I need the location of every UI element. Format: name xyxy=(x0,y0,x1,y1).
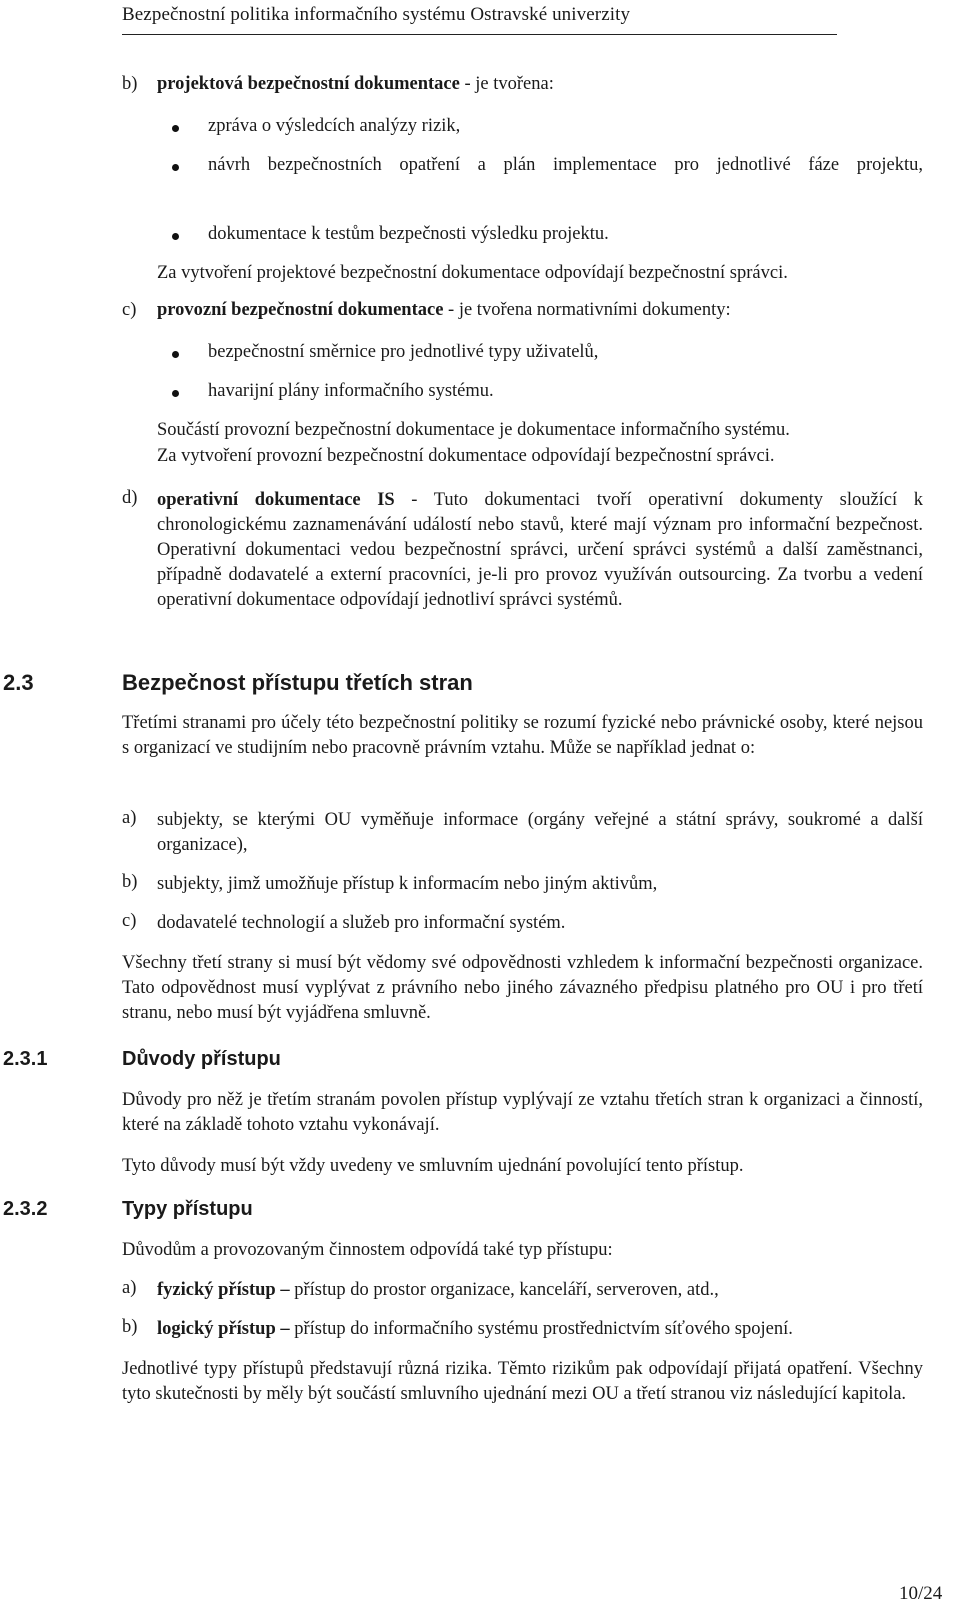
list-item: dodavatelé technologií a služeb pro informační systém. xyxy=(157,913,566,933)
item-label-b: b) xyxy=(122,74,138,94)
bullet-icon xyxy=(172,125,179,132)
access-type-text: přístup do informačního systému prostřednictvím síťového spojení. xyxy=(289,1319,793,1339)
subsection-paragraph: Tyto důvody musí být vždy uvedeny ve smluvním ujednání povolující tento přístup. xyxy=(122,1156,744,1176)
access-type-text: přístup do prostor organizace, kanceláří, serveroven, atd., xyxy=(289,1280,719,1300)
section-title: Bezpečnost přístupu třetích stran xyxy=(122,670,473,695)
item-d-paragraph xyxy=(157,488,923,613)
list-item xyxy=(157,1278,719,1303)
list-item-text: návrh bezpečnostních opatření a plán implementace pro jednotlivé fáze projektu, xyxy=(208,155,923,175)
list-label: c) xyxy=(122,911,137,931)
item-c-rest: - je tvořena normativními dokumenty: xyxy=(443,300,731,320)
bullet-icon xyxy=(172,390,179,397)
item-c-note-1: Součástí provozní bezpečnostní dokumentace je dokumentace informačního systému. xyxy=(157,420,790,440)
access-type-term: fyzický přístup – xyxy=(157,1280,290,1300)
page-number: 10/24 xyxy=(899,1583,943,1604)
subsection-title: Typy přístupu xyxy=(122,1198,253,1220)
bullet-icon xyxy=(172,164,179,171)
list-item: zpráva o výsledcích analýzy rizik, xyxy=(208,116,461,136)
subsection-outro: Jednotlivé typy přístupů představují různá rizika. Těmto rizikům pak odpovídají přijatá opatření. Všechny tyto skutečnosti by měly být součástí smluvního ujednání mezi OU a třetí stranou viz následující kapitola. xyxy=(122,1359,923,1404)
subsection-paragraph: Důvody pro něž je třetím stranám povolen přístup vyplývají ze vztahu třetích stran k organizaci a činností, které na základě tohoto vztahu vykonávají. xyxy=(122,1090,923,1135)
item-label-c: c) xyxy=(122,300,137,320)
list-label: b) xyxy=(122,872,138,892)
item-c-note-2: Za vytvoření provozní bezpečnostní dokumentace odpovídají bezpečnostní správci. xyxy=(157,446,775,466)
list-item: havarijní plány informačního systému. xyxy=(208,381,494,401)
subsection-number: 2.3.1 xyxy=(3,1048,48,1070)
subsection-intro: Důvodům a provozovaným činnostem odpovídá také typ přístupu: xyxy=(122,1240,613,1260)
item-c-term: provozní bezpečnostní dokumentace xyxy=(157,300,444,320)
section-intro: Třetími stranami pro účely této bezpečnostní politiky se rozumí fyzické nebo právnické osoby, které nejsou s organizací ve studijním nebo pracovně právním vztahu. Může se například jednat o: xyxy=(122,713,923,758)
item-b-term: projektová bezpečnostní dokumentace xyxy=(157,74,460,94)
list-item xyxy=(157,1317,793,1342)
list-item: subjekty, se kterými OU vyměňuje informace (orgány veřejné a státní správy, soukromé a další organizace), xyxy=(157,810,923,855)
item-b-heading xyxy=(157,74,554,95)
list-item: subjekty, jimž umožňuje přístup k informacím nebo jiným aktivům, xyxy=(157,874,658,894)
list-label: b) xyxy=(122,1317,138,1337)
item-c-heading xyxy=(157,300,731,321)
list-item: bezpečnostní směrnice pro jednotlivé typy uživatelů, xyxy=(208,342,599,362)
access-type-term: logický přístup – xyxy=(157,1319,290,1339)
subsection-title: Důvody přístupu xyxy=(122,1048,281,1070)
list-label: a) xyxy=(122,1278,137,1298)
list-item xyxy=(208,153,923,178)
bullet-icon xyxy=(172,351,179,358)
subsection-number: 2.3.2 xyxy=(3,1198,48,1220)
item-d-rest: - Tuto dokumentaci tvoří operativní dokumenty sloužící k chronologickému zaznamenávání událostí nebo stavů, které mají význam pro informační bezpečnost. Operativní dokumentaci vedou bezpečnostní správci, určení správci systémů a další zaměstnanci, případně dodavatelé a externí pracovníci, je-li pro provoz využíván outsourcing. Za tvorbu a vedení operativní dokumentace odpovídají jednotliví správci systémů. xyxy=(157,490,923,610)
section-number: 2.3 xyxy=(3,670,34,695)
item-b-rest: - je tvořena: xyxy=(459,74,554,94)
item-d-term: operativní dokumentace IS xyxy=(157,490,395,510)
page-header xyxy=(122,0,837,35)
section-outro: Všechny třetí strany si musí být vědomy své odpovědnosti vzhledem k informační bezpečnosti organizace. Tato odpovědnost musí vyplývat z právního nebo jiného závazného předpisu platného pro OU i pro třetí stranu, nebo musí být vyjádřena smluvně. xyxy=(122,953,923,1023)
list-label: a) xyxy=(122,808,137,828)
header-title: Bezpečnostní politika informačního systému Ostravské univerzity xyxy=(122,4,631,25)
item-b-note: Za vytvoření projektové bezpečnostní dokumentace odpovídají bezpečnostní správci. xyxy=(157,263,788,283)
list-item: dokumentace k testům bezpečnosti výsledku projektu. xyxy=(208,224,609,244)
bullet-icon xyxy=(172,233,179,240)
item-label-d: d) xyxy=(122,488,138,508)
